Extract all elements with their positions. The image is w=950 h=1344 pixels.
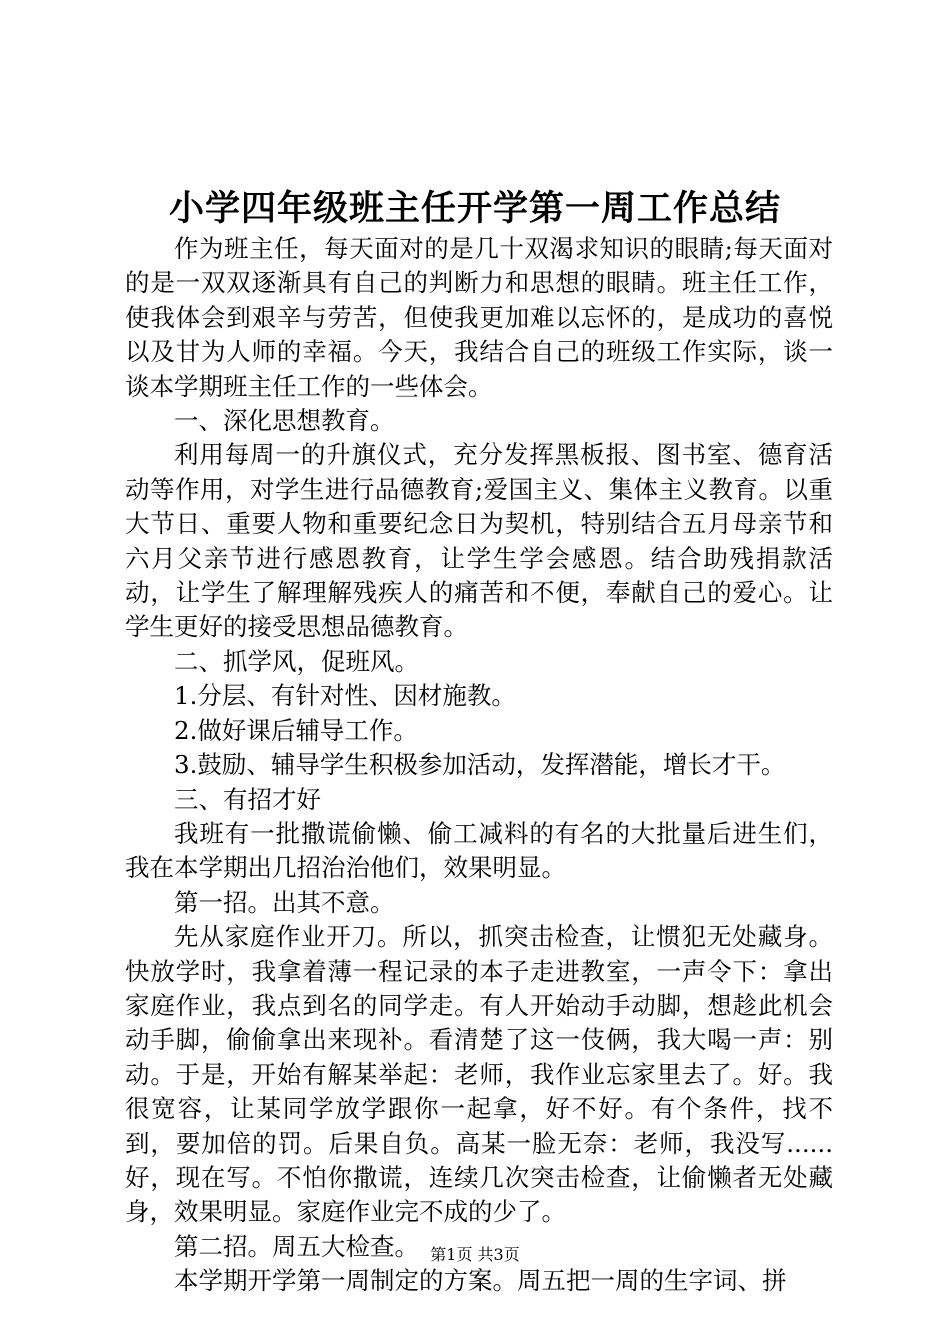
paragraph-strategy-1: 先从家庭作业开刀。所以，抓突击检查，让惯犯无处藏身。快放学时，我拿着薄一程记录的本子走进教室，一声令下：拿出家庭作业，我点到名的同学走。有人开始动手动脚，想趁此机会动手脚，偷偷拿出来现补。看清楚了这一伎俩，我大喝一声：别动。于是，开始有解某举起：老师，我作业忘家里去了。好。我很宽容，让某同学放学跟你一起拿，好不好。有个条件，找不到，要加倍的罚。后果自负。高某一脸无奈：老师，我没写......好，现在写。不怕你撒谎，连续几次突击检查，让偷懒者无处藏身，效果明显。家庭作业完不成的少了。 <box>125 922 833 1227</box>
strategy-heading-2: 第二招。周五大检查。 <box>174 1231 419 1261</box>
paragraph-intro: 作为班主任，每天面对的是几十双渴求知识的眼睛;每天面对的是一双双逐渐具有自己的判断力和思想的眼睛。班主任工作，使我体会到艰辛与劳苦，但使我更加难以忘怀的，是成功的喜悦以及甘为人师的幸福。今天，我结合自己的班级工作实际，谈一谈本学期班主任工作的一些体会。 <box>125 234 833 401</box>
section-heading-2: 二、抓学风，促班风。 <box>174 646 419 676</box>
section-heading-3: 三、有招才好 <box>174 784 321 814</box>
list-item-3: 3.鼓励、辅导学生积极参加活动，发挥潜能，增长才干。 <box>174 750 786 780</box>
section-heading-1: 一、深化思想教育。 <box>174 406 395 436</box>
list-item-1: 1.分层、有针对性、因材施教。 <box>174 681 516 711</box>
document-title: 小学四年级班主任开学第一周工作总结 <box>168 188 781 229</box>
paragraph-strategies: 我班有一批撒谎偷懒、偷工减料的有名的大批量后进生们，我在本学期出几招治治他们，效果明显。 <box>125 818 833 883</box>
strategy-heading-1: 第一招。出其不意。 <box>174 887 395 917</box>
paragraph-ideology: 利用每周一的升旗仪式，充分发挥黑板报、图书室、德育活动等作用，对学生进行品德教育;爱国主义、集体主义教育。以重大节日、重要人物和重要纪念日为契机，特别结合五月母亲节和六月父亲节进行感恩教育，让学生学会感恩。结合助残捐款活动，让学生了解理解残疾人的痛苦和不便，奉献自己的爱心。让学生更好的接受思想品德教育。 <box>125 440 833 642</box>
paragraph-strategy-2: 本学期开学第一周制定的方案。周五把一周的生字词、拼 <box>174 1266 787 1296</box>
document-body <box>125 232 833 1299</box>
page-footer: 第1页 共3页 <box>430 1245 520 1264</box>
list-item-2: 2.做好课后辅导工作。 <box>174 715 418 745</box>
